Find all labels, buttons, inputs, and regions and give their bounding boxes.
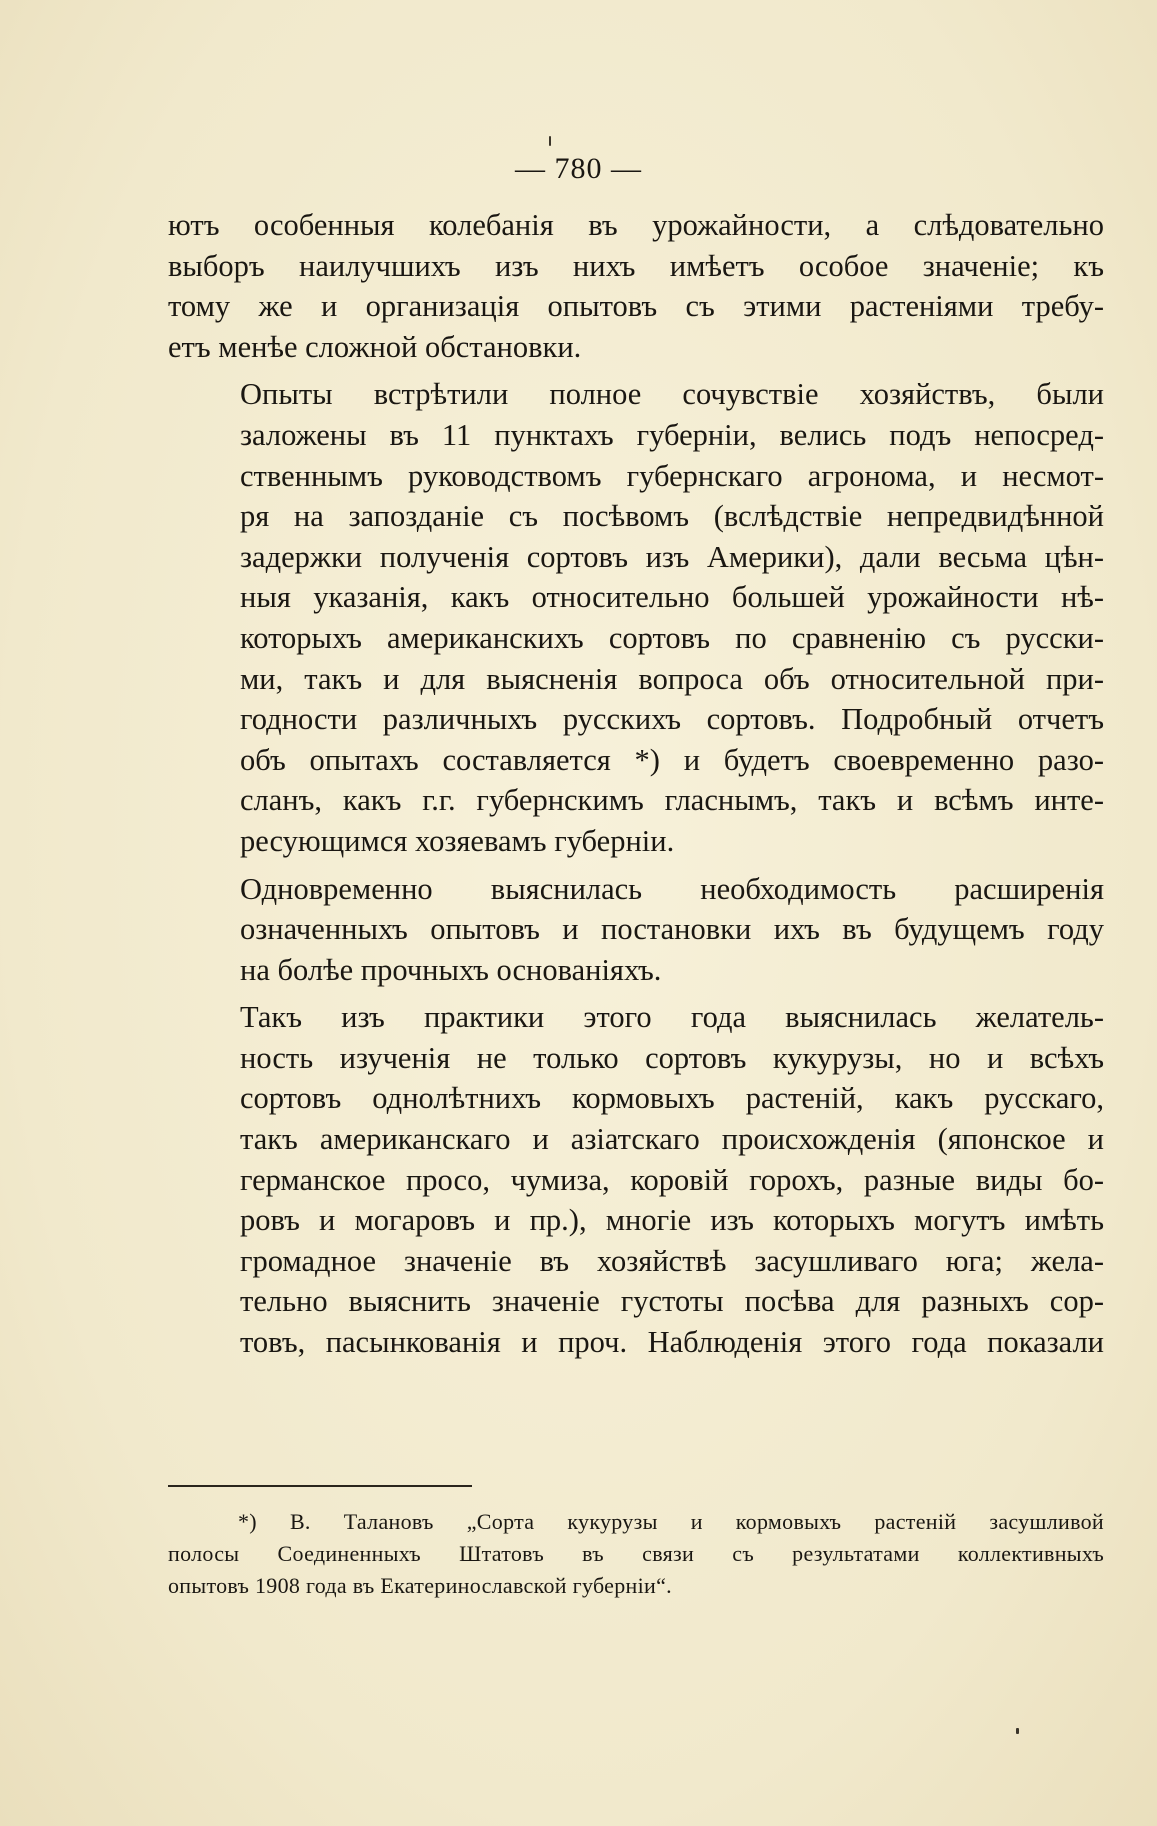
text-line: задержки полученія сортовъ изъ Америки), дали весьма цѣн- (240, 539, 1104, 574)
text-line: етъ менѣе сложной обстановки. (168, 329, 582, 364)
footnote-line: опытовъ 1908 года въ Екатеринославской губерніи“. (168, 1573, 672, 1598)
text-line: ря на запозданіе съ посѣвомъ (вслѣдствіе непредвидѣнной (240, 499, 1104, 534)
print-speck (1016, 1728, 1019, 1734)
text-line: ровъ и могаровъ и пр.), многіе изъ которыхъ могутъ имѣть (240, 1203, 1104, 1238)
text-line: объ опытахъ составляется *) и будетъ своевременно разо- (240, 742, 1104, 777)
paragraph-3 (168, 869, 1104, 991)
text-line: выборъ наилучшихъ изъ нихъ имѣетъ особое значеніе; къ (168, 248, 1104, 283)
text-line: такъ американскаго и азіатскаго происхожденія (японское и (240, 1122, 1104, 1157)
text-line: ресующимся хозяевамъ губерніи. (240, 823, 675, 858)
text-line: Такъ изъ практики этого года выяснилась желатель- (240, 1000, 1104, 1035)
text-line: тому же и организація опытовъ съ этими растеніями требу- (168, 289, 1104, 324)
text-line: тельно выяснить значеніе густоты посѣва для разныхъ сор- (240, 1284, 1104, 1319)
footnote (168, 1506, 1104, 1602)
text-line: громадное значеніе въ хозяйствѣ засушливаго юга; жела- (240, 1243, 1104, 1278)
paragraph-1 (168, 205, 1104, 367)
text-line: ми, такъ и для выясненія вопроса объ относительной при- (240, 661, 1104, 696)
text-line: которыхъ американскихъ сортовъ по сравненію съ русски- (240, 620, 1104, 655)
page-number: — 780 — (515, 152, 642, 185)
text-line: товъ, пасынкованія и проч. Наблюденія этого года показали (240, 1325, 1104, 1360)
text-line: германское просо, чумиза, коровій горохъ, разные виды бо- (240, 1162, 1104, 1197)
footnote-line: полосы Соединенныхъ Штатовъ въ связи съ результатами коллективныхъ (168, 1541, 1104, 1566)
body-text (168, 205, 1104, 1363)
text-line: заложены въ 11 пунктахъ губерніи, велись подъ непосред- (240, 417, 1104, 452)
text-line: ныя указанія, какъ относительно большей урожайности нѣ- (240, 580, 1104, 615)
paragraph-4 (168, 997, 1104, 1362)
text-line: сланъ, какъ г.г. губернскимъ гласнымъ, такъ и всѣмъ инте- (240, 783, 1104, 818)
text-line: годности различныхъ русскихъ сортовъ. Подробный отчетъ (240, 702, 1104, 737)
text-line: означенныхъ опытовъ и постановки ихъ въ будущемъ году (240, 912, 1104, 947)
text-line: ность изученія не только сортовъ кукурузы, но и всѣхъ (240, 1040, 1104, 1075)
text-line: Одновременно выяснилась необходимость расширенія (240, 871, 1104, 906)
text-line: сортовъ однолѣтнихъ кормовыхъ растеній, какъ русскаго, (240, 1081, 1104, 1116)
paragraph-2 (168, 374, 1104, 861)
print-speck (549, 136, 551, 146)
text-line: Опыты встрѣтили полное сочувствіе хозяйствъ, были (240, 377, 1104, 412)
text-line: ственнымъ руководствомъ губернскаго агронома, и несмот- (240, 458, 1104, 493)
footnote-divider (168, 1485, 472, 1487)
text-line: на болѣе прочныхъ основаніяхъ. (240, 952, 662, 987)
footnote-line: *) В. Талановъ „Сорта кукурузы и кормовыхъ растеній засушливой (238, 1509, 1104, 1534)
text-line: ютъ особенныя колебанія въ урожайности, а слѣдовательно (168, 208, 1104, 242)
